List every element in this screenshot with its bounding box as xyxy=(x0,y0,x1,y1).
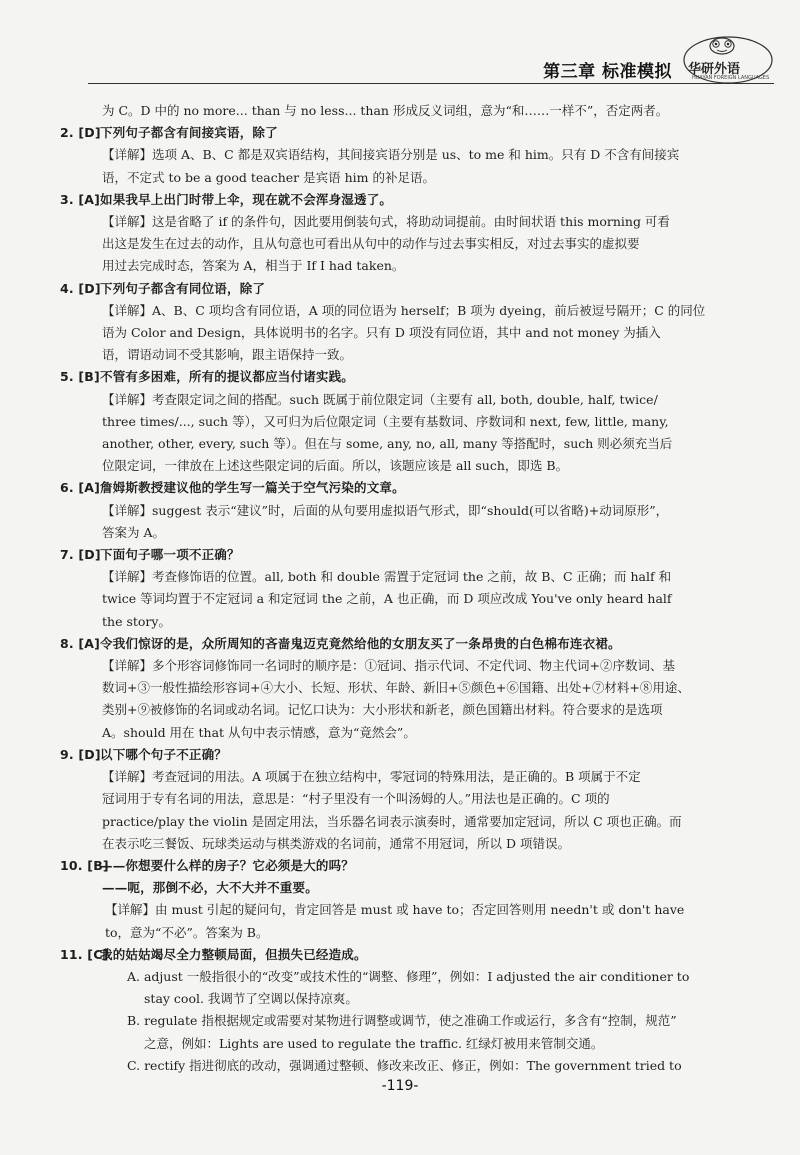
question-line xyxy=(60,122,720,144)
explanation-line: A. adjust 一般指很小的“改变”或技术性的“调整、修理”，例如：I adjusted the air conditioner to xyxy=(127,968,690,984)
explanation-line: 【详解】考查限定词之间的搭配。such 既属于前位限定词（主要有 all, both, double, half, twice/ xyxy=(102,391,658,407)
explanation-line: 【详解】A、B、C 项均含有同位语，A 项的同位语为 herself；B 项为 dyeing，前后被逗号隔开；C 的同位 xyxy=(102,302,706,318)
question-number: 2. [D] xyxy=(60,125,101,141)
explanation-line: 语为 Color and Design，具体说明书的名字。只有 D 项没有同位语，其中 and not money 为插入 xyxy=(102,325,661,341)
explanation-line: C. rectify 指进彻底的改动，强调通过整顿、修改来改正、修正，例如：The government tried to xyxy=(127,1057,682,1073)
question-text: 以下哪个句子不正确？ xyxy=(100,746,228,762)
question-line xyxy=(60,477,720,499)
question-number: 6. [A] xyxy=(60,480,101,496)
question-text: 下列句子都含有同位语，除了 xyxy=(100,280,266,296)
explanation-line: 语，谓语动词不受其影响，跟主语保持一致。 xyxy=(102,347,353,363)
question-line xyxy=(60,278,720,300)
explanation-line: 数词+③一般性描绘形容词+④大小、长短、形状、年龄、新旧+⑤颜色+⑥国籍、出处+⑦材料+⑧用途、 xyxy=(102,680,690,696)
question-number: 5. [B] xyxy=(60,369,100,385)
explanation-line: 类别+⑨被修饰的名词或动名词。记忆口诀为：大小形状和新老，颜色国籍出材料。符合要求的是选项 xyxy=(102,702,663,718)
explanation-line: 【详解】suggest 表示“建议”时，后面的从句要用虚拟语气形式，即“should(可以省略)+动词原形”， xyxy=(102,502,669,518)
explanation-line: 【详解】这是省略了 if 的条件句，因此要用倒装句式，将助动词提前。由时间状语 this morning 可看 xyxy=(102,214,670,230)
question-text: 令我们惊讶的是，众所周知的吝啬鬼迈克竟然给他的女朋友买了一条昂贵的白色棉布连衣裙。 xyxy=(100,635,621,651)
question-text: 不管有多困难，所有的提议都应当付诸实践。 xyxy=(100,369,355,385)
question-number: 3. [A] xyxy=(60,191,101,207)
question-number: 7. [D] xyxy=(60,547,101,563)
page-header xyxy=(88,28,776,90)
explanation-line: 【详解】考查修饰语的位置。all, both 和 double 需置于定冠词 the 之前，故 B、C 正确；而 half 和 xyxy=(102,569,672,585)
question-line xyxy=(60,366,720,388)
header-rule xyxy=(88,83,774,84)
question-number: 4. [D] xyxy=(60,280,101,296)
explanation-line: 在表示吃三餐饭、玩球类运动与棋类游戏的名词前，通常不用冠词，所以 D 项错误。 xyxy=(102,835,570,851)
explanation-line: 答案为 A。 xyxy=(102,524,166,540)
explanation-line: to，意为“不必”。答案为 B。 xyxy=(105,924,269,940)
page-number: -119- xyxy=(381,1078,419,1094)
chapter-title: 第三章 标准模拟 xyxy=(543,62,672,82)
explanation-line: 【详解】选项 A、B、C 都是双宾语结构，其间接宾语分别是 us、to me 和 him。只有 D 不含有间接宾 xyxy=(102,147,680,163)
explanation-line: A。should 用在 that 从句中表示情感，意为“竟然会”。 xyxy=(102,724,416,740)
explanation-line: 【详解】多个形容词修饰同一名词时的顺序是：①冠词、指示代词、不定代词、物主代词+②序数词、基 xyxy=(102,658,675,674)
explanation-line: twice 等词均置于不定冠词 a 和定冠词 the 之前，A 也正确，而 D 项应改成 You've only heard half xyxy=(102,591,672,607)
question-line xyxy=(60,855,720,877)
question-number: 11. [C] xyxy=(60,946,109,962)
question-line xyxy=(60,544,720,566)
explanation-line: B. regulate 指根据规定或需要对某物进行调整或调节，使之准确工作或运行，多含有“控制，规范” xyxy=(127,1013,677,1029)
explanation-line: 为 C。D 中的 no more... than 与 no less... than 形成反义词组，意为“和……一样不”，否定两者。 xyxy=(102,103,669,118)
question-text: 下面句子哪一项不正确？ xyxy=(100,547,240,563)
question-number: 8. [A] xyxy=(60,635,101,651)
explanation-line: 用过去完成时态，答案为 A，相当于 If I had taken。 xyxy=(102,258,405,274)
question-text: 我的姑姑竭尽全力整顿局面，但损失已经造成。 xyxy=(100,946,367,962)
question-line xyxy=(60,633,720,655)
publisher-logo xyxy=(682,34,774,84)
question-text: 如果我早上出门时带上伞，现在就不会浑身湿透了。 xyxy=(100,191,393,207)
question-line-continued: ——呃，那倒不必，大不大并不重要。 xyxy=(102,880,318,896)
logo-text: 华研外语 xyxy=(688,62,741,77)
explanation-line: another, other, every, such 等）。但在与 some, any, no, all, many 等搭配时，such 则必须充当后 xyxy=(102,436,673,452)
question-line xyxy=(60,189,720,211)
question-number: 10. [B] xyxy=(60,857,109,873)
explanation-line: 【详解】考查冠词的用法。A 项属于在独立结构中，零冠词的特殊用法，是正确的。B 项属于不定 xyxy=(102,769,641,785)
explanation-line: practice/play the violin 是固定用法，当乐器名词表示演奏时，通常要加定冠词，所以 C 项也正确。而 xyxy=(102,813,682,829)
explanation-line: 【详解】由 must 引起的疑问句，肯定回答是 must 或 have to；否定回答则用 needn't 或 don't have xyxy=(105,902,685,918)
question-line xyxy=(60,944,720,966)
question-number: 9. [D] xyxy=(60,746,101,762)
explanation-line: the story。 xyxy=(102,613,171,629)
explanation-line: 之意，例如：Lights are used to regulate the traffic. 红绿灯被用来管制交通。 xyxy=(144,1035,604,1051)
explanation-line: three times/..., such 等），又可归为后位限定词（主要有基数词、序数词和 next, few, little, many, xyxy=(102,413,669,429)
answer-explanations xyxy=(60,100,720,1077)
question-text: 詹姆斯教授建议他的学生写一篇关于空气污染的文章。 xyxy=(100,480,405,496)
explanation-line: 语，不定式 to be a good teacher 是宾语 him 的补足语。 xyxy=(102,169,435,185)
explanation-line: stay cool. 我调节了空调以保持凉爽。 xyxy=(144,991,358,1007)
question-line xyxy=(60,744,720,766)
explanation-line: 冠词用于专有名词的用法，意思是：“村子里没有一个叫汤姆的人。”用法也是正确的。C 项的 xyxy=(102,791,610,807)
explanation-line: 出这是发生在过去的动作，且从句意也可看出从句中的动作与过去事实相反，对过去事实的虚拟要 xyxy=(102,236,640,252)
question-text: ——你想要什么样的房子？它必须是大的吗？ xyxy=(100,857,355,873)
logo-subtext: HUAYAN FOREIGN LANGUAGES xyxy=(692,75,770,81)
explanation-line: 位限定词，一律放在上述这些限定词的后面。所以，该题应该是 all such，即选 B。 xyxy=(102,458,569,474)
question-text: 下列句子都含有间接宾语，除了 xyxy=(100,125,278,141)
